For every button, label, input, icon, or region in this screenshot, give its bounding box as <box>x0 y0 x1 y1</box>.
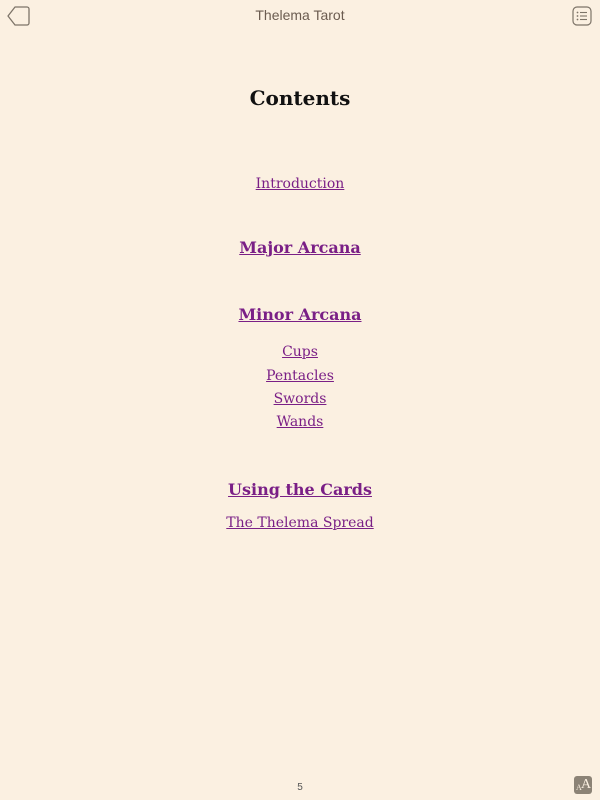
app-title: Thelema Tarot <box>255 7 345 23</box>
top-toolbar <box>0 0 600 32</box>
font-size-icon <box>574 776 592 794</box>
toc-link-introduction[interactable]: Introduction <box>255 176 345 192</box>
table-of-contents-icon <box>572 6 592 26</box>
page-number: 5 <box>297 782 303 793</box>
toc-link-using-the-cards[interactable]: Using the Cards <box>228 480 372 499</box>
toc-link-thelema-spread[interactable]: The Thelema Spread <box>226 515 374 531</box>
toc-link-pentacles[interactable]: Pentacles <box>266 368 334 384</box>
toc-link-wands[interactable]: Wands <box>276 414 324 430</box>
toc-link-minor-arcana[interactable]: Minor Arcana <box>238 305 362 324</box>
font-large-glyph: A <box>581 777 592 792</box>
font-small-glyph: A <box>576 783 582 792</box>
toc-link-cups[interactable]: Cups <box>282 344 318 360</box>
toc-link-swords[interactable]: Swords <box>273 391 327 407</box>
font-size-button[interactable] <box>574 776 592 794</box>
contents-heading: Contents <box>249 86 351 110</box>
toc-button[interactable] <box>572 6 592 26</box>
toc-link-major-arcana[interactable]: Major Arcana <box>239 238 361 257</box>
